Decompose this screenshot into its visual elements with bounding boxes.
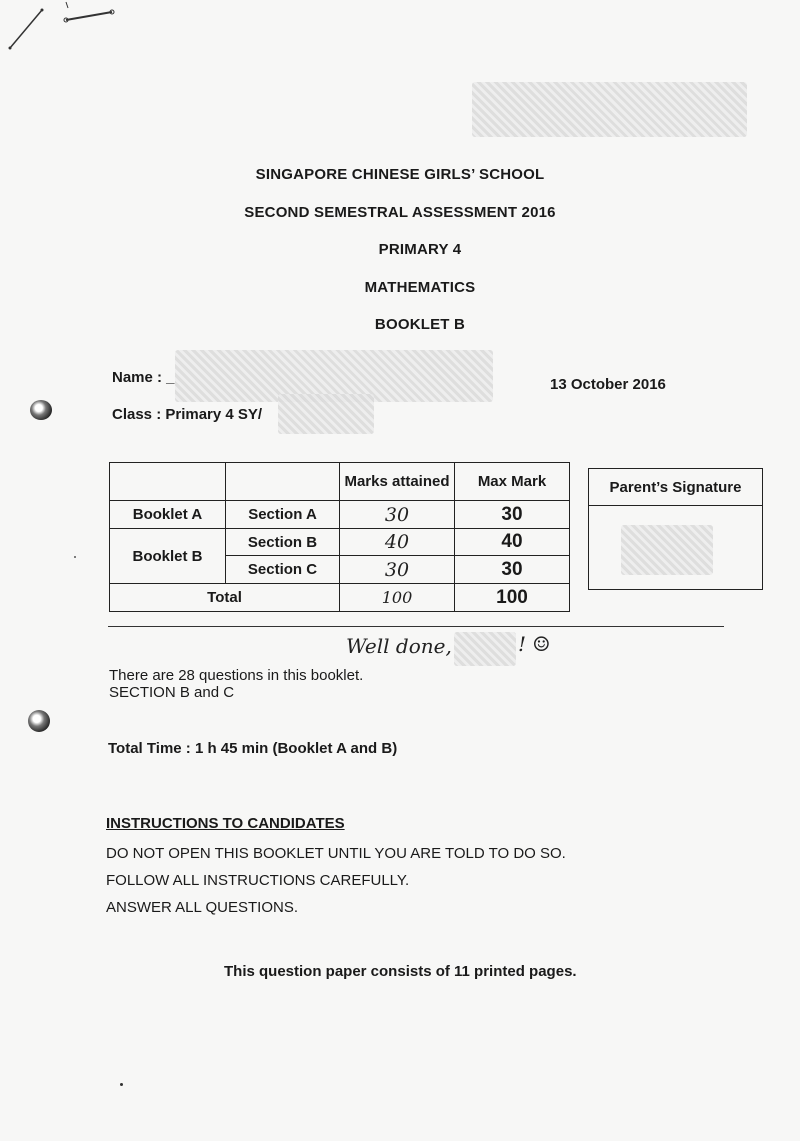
max-mark: 30 [455, 501, 570, 529]
scan-speck [120, 1083, 123, 1086]
total-attained: 100 [340, 584, 455, 612]
max-mark: 30 [455, 556, 570, 584]
section-label: Section C [226, 556, 340, 584]
teacher-comment: Well done, [346, 634, 452, 658]
max-mark: 40 [455, 529, 570, 556]
punch-hole-top [30, 400, 52, 420]
parent-signature-box [588, 468, 763, 590]
marks-attained: 30 [340, 556, 455, 584]
page-count-note: This question paper consists of 11 printed pages. [224, 963, 577, 980]
section-label: Section B [226, 529, 340, 556]
total-label: Total [110, 584, 340, 612]
punch-hole-bottom [28, 710, 50, 732]
instruction-line: FOLLOW ALL INSTRUCTIONS CAREFULLY. [106, 872, 410, 889]
redacted-class [278, 394, 374, 434]
sections-text: SECTION B and C [109, 684, 235, 701]
teacher-comment-end: ! ☺ [518, 632, 551, 656]
total-time: Total Time : 1 h 45 min (Booklet A and B) [108, 740, 398, 757]
section-label: Section A [226, 501, 340, 529]
marks-attained: 40 [340, 529, 455, 556]
redacted-stamp [472, 82, 747, 137]
school-name: SINGAPORE CHINESE GIRLS’ SCHOOL [255, 166, 545, 183]
col-marks-attained: Marks attained [340, 463, 455, 501]
redacted-signature [621, 525, 713, 575]
level: PRIMARY 4 [378, 241, 462, 258]
booklet-b-label: Booklet B [110, 529, 226, 584]
name-label: Name : _ [112, 369, 175, 386]
redacted-comment-name [454, 632, 516, 666]
subject: MATHEMATICS [364, 279, 476, 296]
instruction-line: DO NOT OPEN THIS BOOKLET UNTIL YOU ARE TOLD TO DO SO. [106, 845, 566, 862]
class-label: Class : Primary 4 SY/ [112, 406, 263, 423]
marks-table [109, 462, 570, 612]
instruction-line: ANSWER ALL QUESTIONS. [106, 899, 298, 916]
question-count: There are 28 questions in this booklet. [109, 667, 364, 684]
assessment-title: SECOND SEMESTRAL ASSESSMENT 2016 [244, 204, 556, 221]
booklet-a-label: Booklet A [110, 501, 226, 529]
staple-marks [0, 0, 130, 60]
parent-signature-label: Parent’s Signature [589, 469, 762, 506]
scan-speck [74, 556, 76, 558]
exam-date: 13 October 2016 [550, 376, 666, 393]
total-max: 100 [455, 584, 570, 612]
divider-line [108, 626, 724, 627]
booklet-title: BOOKLET B [374, 316, 466, 333]
col-max-mark: Max Mark [455, 463, 570, 501]
instructions-heading: INSTRUCTIONS TO CANDIDATES [106, 815, 345, 832]
marks-attained: 30 [340, 501, 455, 529]
